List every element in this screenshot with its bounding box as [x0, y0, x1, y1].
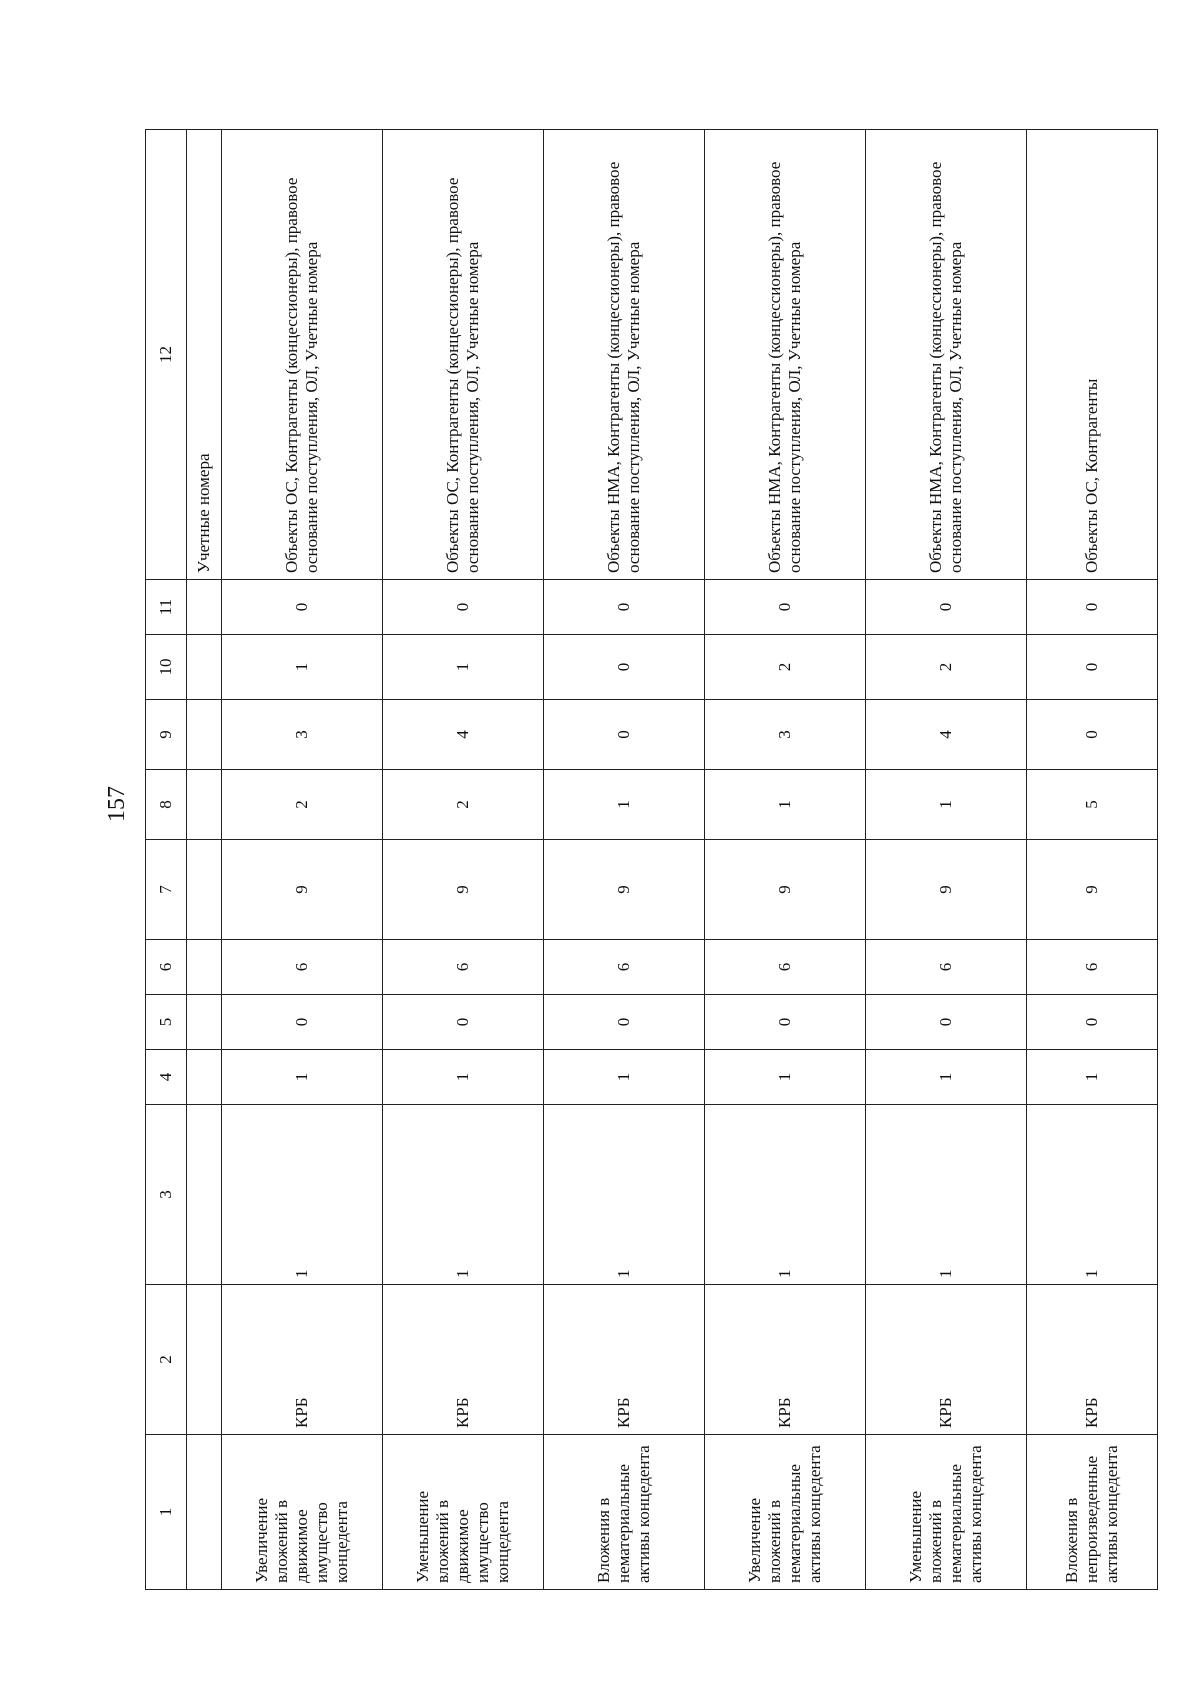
table-cell-code: КРБ	[222, 1285, 383, 1435]
table-cell: 0	[544, 580, 705, 635]
table-cell: 0	[222, 580, 383, 635]
table-cell-info: Объекты ОС, Контрагенты	[1027, 130, 1158, 580]
table-cell: 1	[1027, 1105, 1158, 1285]
table-cell: Учетные номера	[187, 130, 222, 580]
header-cell: 5	[146, 995, 187, 1050]
table-cell-name: Уменьшение вложений в нематериальные активы концедента	[866, 1435, 1027, 1590]
table-cell: 6	[544, 940, 705, 995]
table-cell: 0	[383, 995, 544, 1050]
table-cell: 1	[866, 1105, 1027, 1285]
register-table-container	[145, 130, 1121, 1590]
header-cell: 6	[146, 940, 187, 995]
header-cell: 7	[146, 840, 187, 940]
table-row	[705, 130, 866, 1590]
table-cell: 0	[1027, 635, 1158, 700]
table-cell: 0	[222, 995, 383, 1050]
table-cell: 1	[1027, 1050, 1158, 1105]
header-cell: 4	[146, 1050, 187, 1105]
table-cell: 6	[705, 940, 866, 995]
table-cell: 1	[544, 770, 705, 840]
table-cell: 6	[383, 940, 544, 995]
table-cell: 1	[383, 1050, 544, 1105]
table-cell: 1	[222, 635, 383, 700]
header-cell: 10	[146, 635, 187, 700]
table-cell: 1	[866, 1050, 1027, 1105]
table-cell	[187, 700, 222, 770]
table-cell-name: Вложения в непроизведенные активы концедента	[1027, 1435, 1158, 1590]
table-cell: 1	[544, 1105, 705, 1285]
table-cell: 5	[1027, 770, 1158, 840]
table-cell: 1	[705, 1050, 866, 1105]
table-cell: 9	[383, 840, 544, 940]
table-row	[222, 130, 383, 1590]
table-cell-code: КРБ	[383, 1285, 544, 1435]
table-cell	[187, 770, 222, 840]
table-row	[1027, 130, 1158, 1590]
table-cell: 4	[383, 700, 544, 770]
header-cell: 1	[146, 1435, 187, 1590]
table-cell: 1	[866, 770, 1027, 840]
header-cell: 3	[146, 1105, 187, 1285]
table-cell	[187, 1435, 222, 1590]
table-cell: 1	[383, 635, 544, 700]
table-cell	[187, 840, 222, 940]
table-cell: 9	[544, 840, 705, 940]
table-cell: 1	[383, 1105, 544, 1285]
table-cell: 0	[1027, 580, 1158, 635]
table-cell: 3	[705, 700, 866, 770]
header-cell: 9	[146, 700, 187, 770]
table-cell-info: Объекты ОС, Контрагенты (концессионеры), правовое основание поступления, ОЛ, Учетные номера	[222, 130, 383, 580]
table-row	[866, 130, 1027, 1590]
table-cell-code: КРБ	[866, 1285, 1027, 1435]
table-cell-name: Увеличение вложений в нематериальные активы концедента	[705, 1435, 866, 1590]
table-cell: 0	[866, 995, 1027, 1050]
table-cell: 9	[866, 840, 1027, 940]
table-cell: 2	[866, 635, 1027, 700]
table-cell	[187, 1050, 222, 1105]
table-row	[383, 130, 544, 1590]
table-cell-name: Вложения в нематериальные активы концедента	[544, 1435, 705, 1590]
table-cell: 1	[705, 1105, 866, 1285]
table-cell: 0	[544, 635, 705, 700]
table-cell-info: Объекты НМА, Контрагенты (концессионеры), правовое основание поступления, ОЛ, Учетные номера	[866, 130, 1027, 580]
table-cell: 2	[383, 770, 544, 840]
header-cell: 8	[146, 770, 187, 840]
table-cell-name: Увеличение вложений в движимое имущество концедента	[222, 1435, 383, 1590]
table-cell-code: КРБ	[544, 1285, 705, 1435]
header-row	[146, 130, 187, 1590]
table-cell-info: Объекты ОС, Контрагенты (концессионеры), правовое основание поступления, ОЛ, Учетные номера	[383, 130, 544, 580]
table-cell: 0	[1027, 700, 1158, 770]
table-cell: 6	[866, 940, 1027, 995]
header-cell: 2	[146, 1285, 187, 1435]
table-cell: 2	[705, 635, 866, 700]
table-cell	[187, 940, 222, 995]
table-cell: 1	[222, 1050, 383, 1105]
table-cell-name: Уменьшение вложений в движимое имущество концедента	[383, 1435, 544, 1590]
table-cell	[187, 1285, 222, 1435]
table-cell: 1	[222, 1105, 383, 1285]
table-cell	[187, 995, 222, 1050]
table-cell: 0	[866, 580, 1027, 635]
table-row-blank	[187, 130, 222, 1590]
table-cell	[187, 635, 222, 700]
table-cell: 0	[1027, 995, 1158, 1050]
table-cell: 6	[222, 940, 383, 995]
table-cell: 9	[1027, 840, 1158, 940]
table-cell: 0	[705, 995, 866, 1050]
table-cell: 1	[544, 1050, 705, 1105]
table-cell: 0	[544, 995, 705, 1050]
register-table	[145, 129, 1158, 1590]
header-cell: 11	[146, 580, 187, 635]
header-cell: 12	[146, 130, 187, 580]
table-cell: 2	[222, 770, 383, 840]
page-number: 157	[104, 786, 130, 822]
table-cell: 0	[544, 700, 705, 770]
table-row	[544, 130, 705, 1590]
table-cell: 3	[222, 700, 383, 770]
table-cell-code: КРБ	[705, 1285, 866, 1435]
table-cell-info: Объекты НМА, Контрагенты (концессионеры), правовое основание поступления, ОЛ, Учетные номера	[544, 130, 705, 580]
table-cell: 9	[222, 840, 383, 940]
table-cell-info: Объекты НМА, Контрагенты (концессионеры), правовое основание поступления, ОЛ, Учетные номера	[705, 130, 866, 580]
table-cell: 1	[705, 770, 866, 840]
table-cell-code: КРБ	[1027, 1285, 1158, 1435]
table-cell: 9	[705, 840, 866, 940]
table-cell	[187, 580, 222, 635]
table-cell: 0	[705, 580, 866, 635]
table-cell	[187, 1105, 222, 1285]
table-cell: 4	[866, 700, 1027, 770]
table-cell: 0	[383, 580, 544, 635]
table-cell: 6	[1027, 940, 1158, 995]
